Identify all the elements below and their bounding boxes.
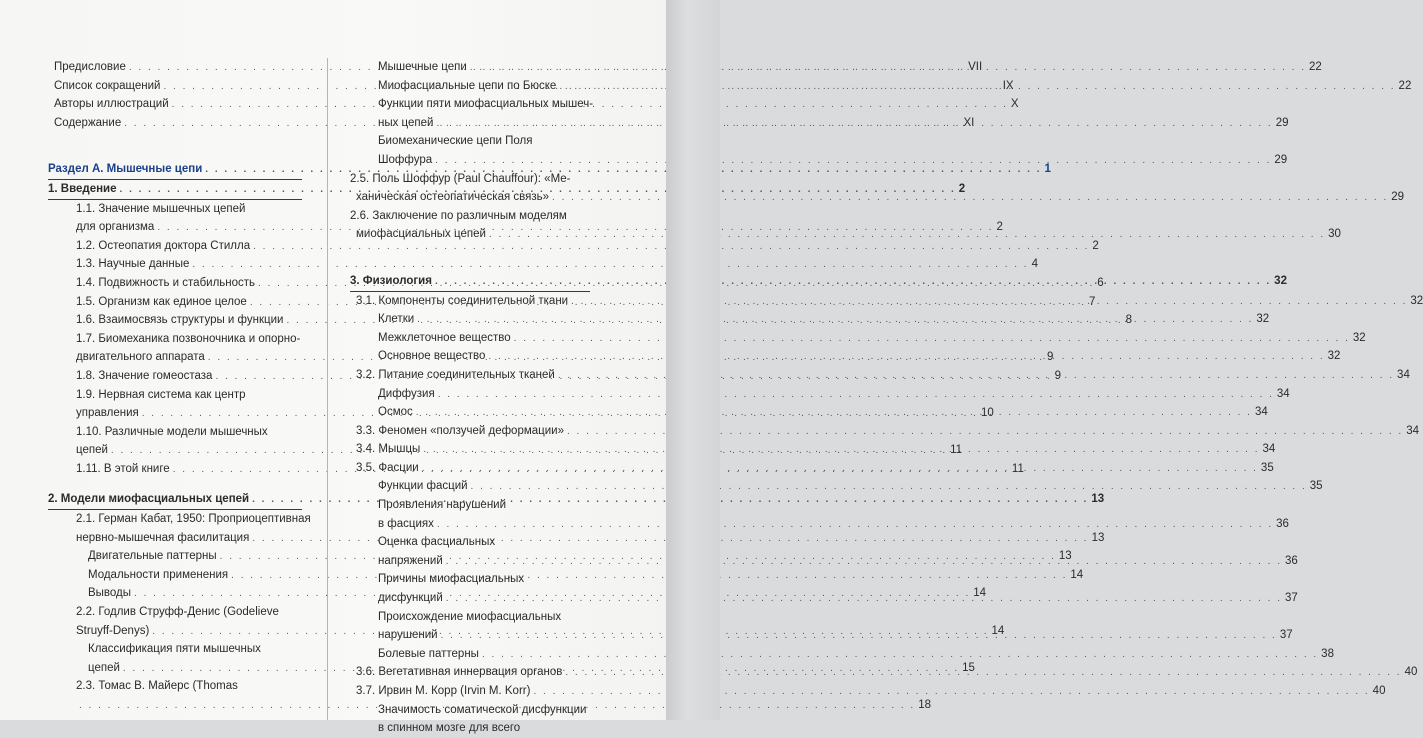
toc-entry: в фасциях . . . 36 [350, 515, 590, 534]
toc-entry: 1.7. Биомеханика позвоночника и опорно- [76, 332, 301, 345]
toc-entry: 1.11. В этой книге . . . 11 [48, 460, 302, 479]
toc-entry: . . . 18 [48, 696, 302, 715]
toc-entry: Проявления нарушений [378, 499, 507, 512]
toc-entry: 1.6. Взаимосвязь структуры и функции . . . 8 [48, 311, 302, 330]
book-edge [666, 0, 720, 720]
toc-entry: Значимость соматической дисфункции [378, 703, 587, 716]
toc-entry: 1.5. Организм как единое целое . . . 7 [48, 293, 302, 312]
toc-entry: 1.2. Остеопатия доктора Стилла . . . 2 [48, 237, 302, 256]
toc-entry: 1.8. Значение гомеостаза . . . 9 [48, 367, 302, 386]
toc-entry: ханическая остеопатическая связь» . . . 29 [350, 188, 590, 207]
toc-entry: в спинном мозге для всего [378, 722, 521, 735]
chapter-heading: 1. Введение . . . 2 [48, 180, 302, 200]
toc-entry: Биомеханические цепи Поля [378, 135, 533, 148]
toc-entry: Содержание . . . XI [48, 114, 302, 133]
toc-entry: Миофасциальные цепи по Бюске . . . 22 [350, 77, 590, 96]
toc-entry: 2.2. Годлив Струфф-Денис (Godelieve [76, 606, 279, 619]
toc-entry: Двигательные паттерны . . . 13 [48, 547, 302, 566]
toc-entry: 1.10. Различные модели мышечных [76, 425, 268, 438]
column-divider [327, 58, 328, 720]
toc-entry: Шоффура . . . 29 [350, 151, 590, 170]
toc-entry: Межклеточное вещество . . . 32 [350, 329, 590, 348]
toc-entry: Авторы иллюстраций . . . X [48, 95, 302, 114]
toc-entry: 1.3. Научные данные . . . 4 [48, 255, 302, 274]
toc-entry: Основное вещество . . . 32 [350, 347, 590, 366]
toc-entry: Происхождение миофасциальных [378, 610, 562, 623]
toc-entry: управления . . . 10 [48, 404, 302, 423]
toc-entry: 1.1. Значение мышечных цепей [76, 202, 246, 215]
toc-entry: 3.5. Фасции . . . 35 [350, 459, 590, 478]
toc-entry: нервно-мышечная фасилитация . . . 13 [48, 529, 302, 548]
toc-entry: 2.5. Поль Шоффур (Paul Chauffour): «Ме- [350, 172, 571, 185]
toc-entry: Диффузия . . . 34 [350, 385, 590, 404]
toc-entry: напряжений . . . 36 [350, 552, 590, 571]
toc-entry: Struyff-Denys) . . . 14 [48, 622, 302, 641]
toc-entry: 3.2. Питание соединительных тканей . . . 34 [350, 366, 590, 385]
toc-entry: Предисловие . . . VII [48, 58, 302, 77]
toc-entry: для организма . . . 2 [48, 218, 302, 237]
toc-entry: 3.7. Ирвин М. Корр (Irvin M. Korr) . . . 40 [350, 682, 590, 701]
toc-entry: дисфункций . . . 37 [350, 589, 590, 608]
toc-entry: Причины миофасциальных [378, 573, 525, 586]
toc-entry: Функции пяти миофасциальных мышеч- [378, 98, 594, 111]
toc-entry: ных цепей . . . 29 [350, 114, 590, 133]
toc-entry: 3.3. Феномен «ползучей деформации» . . . 34 [350, 422, 590, 441]
toc-entry: Клетки . . . 32 [350, 310, 590, 329]
toc-entry: 1.4. Подвижность и стабильность . . . 6 [48, 274, 302, 293]
toc-entry: Функции фасций . . . 35 [350, 477, 590, 496]
toc-entry: 2.3. Томас В. Майерс (Thomas [76, 680, 238, 693]
toc-entry: двигательного аппарата . . . 9 [48, 348, 302, 367]
toc-entry: нарушений . . . 37 [350, 626, 590, 645]
toc-entry: Болевые паттерны . . . 38 [350, 645, 590, 664]
toc-entry: Оценка фасциальных [378, 536, 496, 549]
toc-entry: 3.1. Компоненты соединительной ткани . . . 32 [350, 292, 590, 311]
section-heading: Раздел А. Мышечные цепи . . . 1 [48, 160, 302, 180]
toc-entry: 3.4. Мышцы . . . 34 [350, 440, 590, 459]
toc-entry: 2.1. Герман Кабат, 1950: Проприоцептивная [76, 513, 311, 526]
toc-entry: Мышечные цепи . . . 22 [350, 58, 590, 77]
chapter-heading: 2. Модели миофасциальных цепей . . . 13 [48, 490, 302, 510]
toc-entry: Список сокращений . . . IX [48, 77, 302, 96]
toc-entry: 3.6. Вегетативная иннервация органов . . . 40 [350, 663, 590, 682]
toc-entry: Осмос . . . 34 [350, 403, 590, 422]
toc-entry: Выводы . . . 14 [48, 584, 302, 603]
toc-entry: миофасциальных цепей . . . 30 [350, 225, 590, 244]
toc-entry: цепей . . . 15 [48, 659, 302, 678]
toc-entry: 1.9. Нервная система как центр [76, 388, 246, 401]
toc-entry: Классификация пяти мышечных [88, 643, 261, 656]
toc-entry: Модальности применения . . . 14 [48, 566, 302, 585]
toc-entry: 2.6. Заключение по различным моделям [350, 209, 567, 222]
chapter-heading: 3. Физиология . . . 32 [350, 272, 590, 292]
toc-entry: цепей . . . 11 [48, 441, 302, 460]
